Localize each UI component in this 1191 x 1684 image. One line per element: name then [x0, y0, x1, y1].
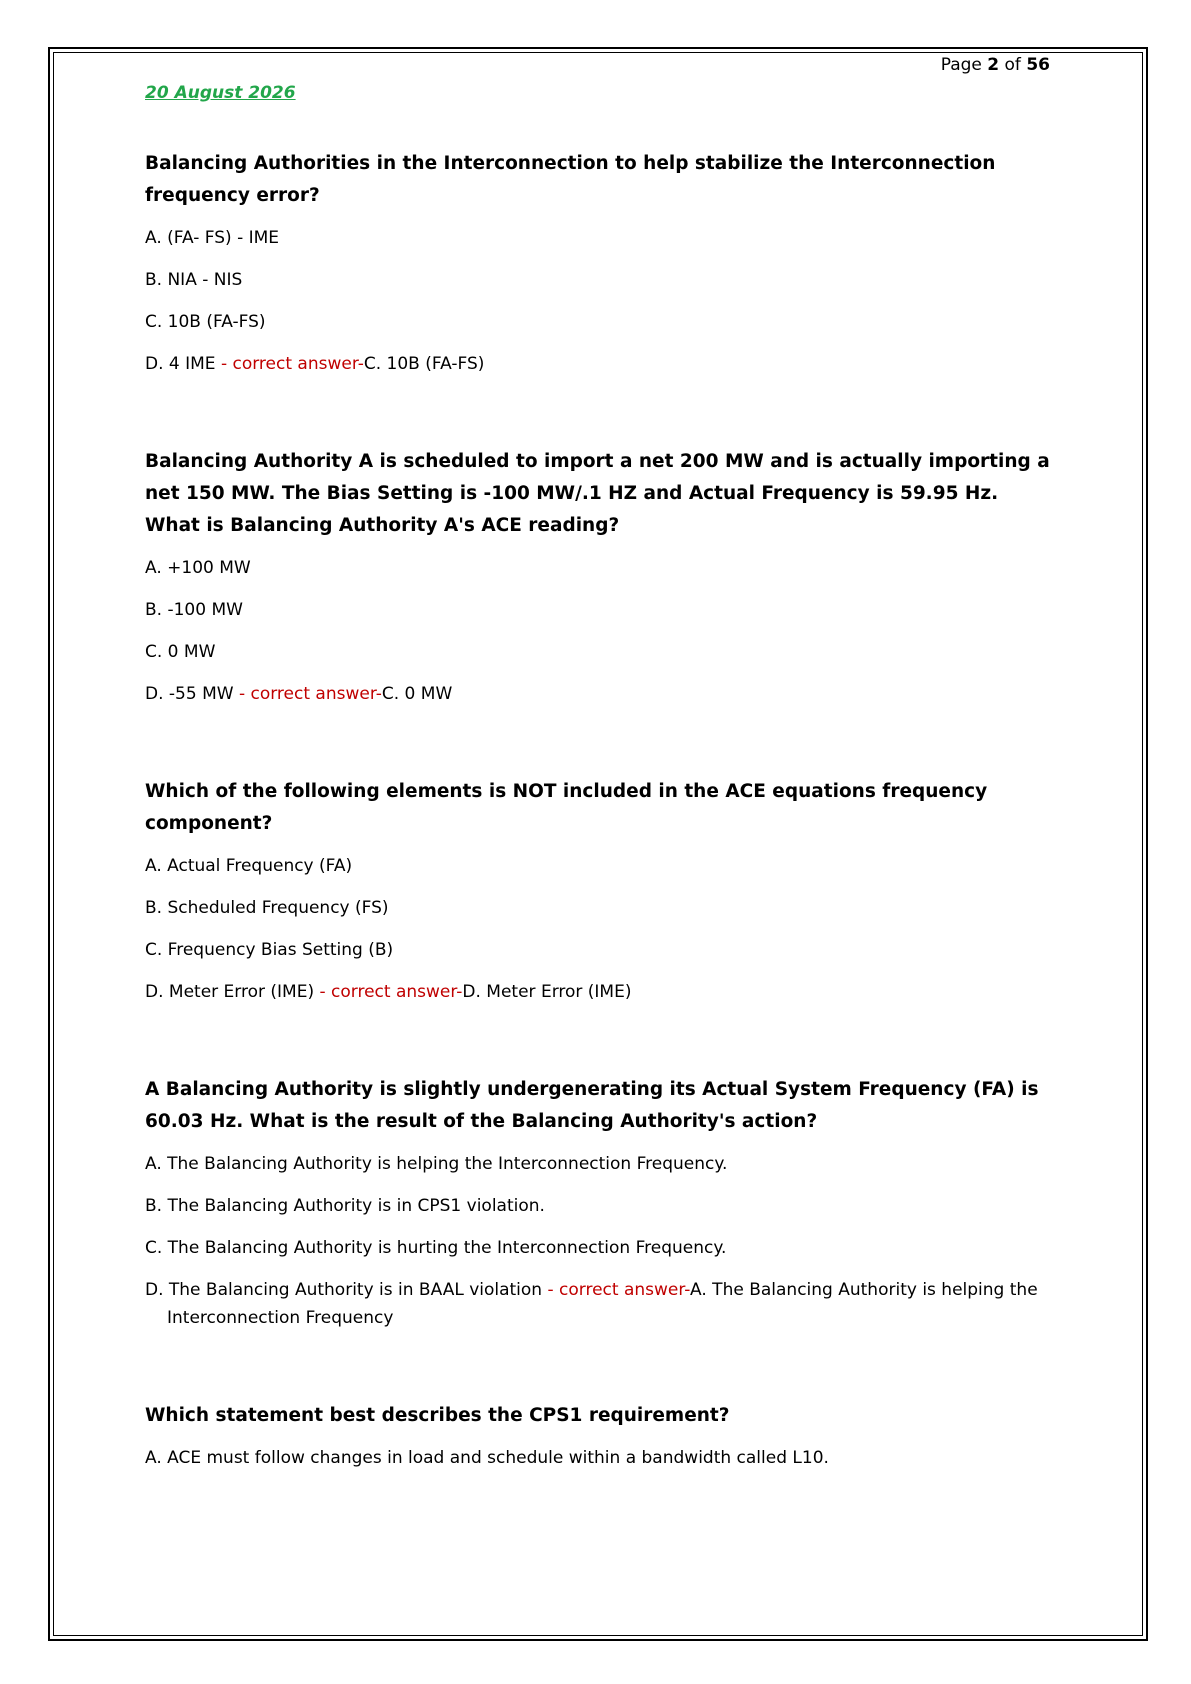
answer-option-with-key: [145, 680, 1055, 708]
answer-option: B. -100 MW: [145, 600, 243, 620]
correct-answer-marker: - correct answer-: [542, 1280, 691, 1300]
page-total: 56: [1026, 55, 1050, 75]
question-block: [145, 1400, 1055, 1472]
question-text: A Balancing Authority is slightly undergenerating its Actual System Frequency (FA) is 60.03 Hz. What is the result of the Balancing Authority's action?: [145, 1079, 1039, 1132]
question-list: [145, 148, 1055, 1540]
question-block: [145, 1074, 1055, 1332]
answer-option: C. The Balancing Authority is hurting the Interconnection Frequency.: [145, 1238, 727, 1258]
answer-option-with-key: [145, 1276, 1055, 1332]
question-block: [145, 776, 1055, 1006]
correct-answer-marker: - correct answer-: [314, 982, 463, 1002]
answer-option-text: D. -55 MW: [145, 684, 234, 704]
question-text: Which of the following elements is NOT included in the ACE equations frequency component?: [145, 781, 988, 834]
question-block: [145, 148, 1055, 378]
page-number: [900, 53, 1050, 77]
correct-answer: C. 10B (FA-FS): [363, 354, 485, 374]
answer-option: A. (FA- FS) - IME: [145, 228, 280, 248]
correct-answer: D. Meter Error (IME): [462, 982, 632, 1002]
document-date: 20 August 2026: [145, 83, 296, 103]
answer-option: C. 10B (FA-FS): [145, 312, 266, 332]
correct-answer: A. The Balancing Authority is helping the Interconnection Frequency: [167, 1280, 1038, 1328]
question-text: Balancing Authority A is scheduled to import a net 200 MW and is actually importing a net 150 MW. The Bias Setting is -100 MW/.1 HZ and Actual Frequency is 59.95 Hz. What is Balancing Authority A's ACE reading?: [145, 451, 1050, 536]
correct-answer-marker: - correct answer-: [233, 684, 382, 704]
answer-option: A. +100 MW: [145, 558, 251, 578]
answer-option: C. 0 MW: [145, 642, 216, 662]
answer-option: B. NIA - NIS: [145, 270, 243, 290]
answer-option: C. Frequency Bias Setting (B): [145, 940, 394, 960]
question-text: Which statement best describes the CPS1 requirement?: [145, 1405, 730, 1426]
answer-option: B. Scheduled Frequency (FS): [145, 898, 389, 918]
answer-option: B. The Balancing Authority is in CPS1 violation.: [145, 1196, 545, 1216]
answer-option: A. The Balancing Authority is helping the Interconnection Frequency.: [145, 1154, 728, 1174]
correct-answer-marker: - correct answer-: [215, 354, 364, 374]
answer-option: A. Actual Frequency (FA): [145, 856, 353, 876]
question-block: [145, 446, 1055, 708]
page-of: of: [1004, 55, 1021, 75]
question-text: Balancing Authorities in the Interconnection to help stabilize the Interconnection frequency error?: [145, 153, 996, 206]
answer-option: A. ACE must follow changes in load and schedule within a bandwidth called L10.: [145, 1448, 829, 1468]
page-prefix: Page: [940, 55, 982, 75]
answer-option-with-key: [145, 350, 1055, 378]
answer-option-with-key: [145, 978, 1055, 1006]
answer-option-text: D. The Balancing Authority is in BAAL violation: [145, 1280, 543, 1300]
answer-option-text: D. 4 IME: [145, 354, 216, 374]
answer-option-text: D. Meter Error (IME): [145, 982, 315, 1002]
page-current: 2: [987, 55, 1000, 75]
correct-answer: C. 0 MW: [381, 684, 453, 704]
